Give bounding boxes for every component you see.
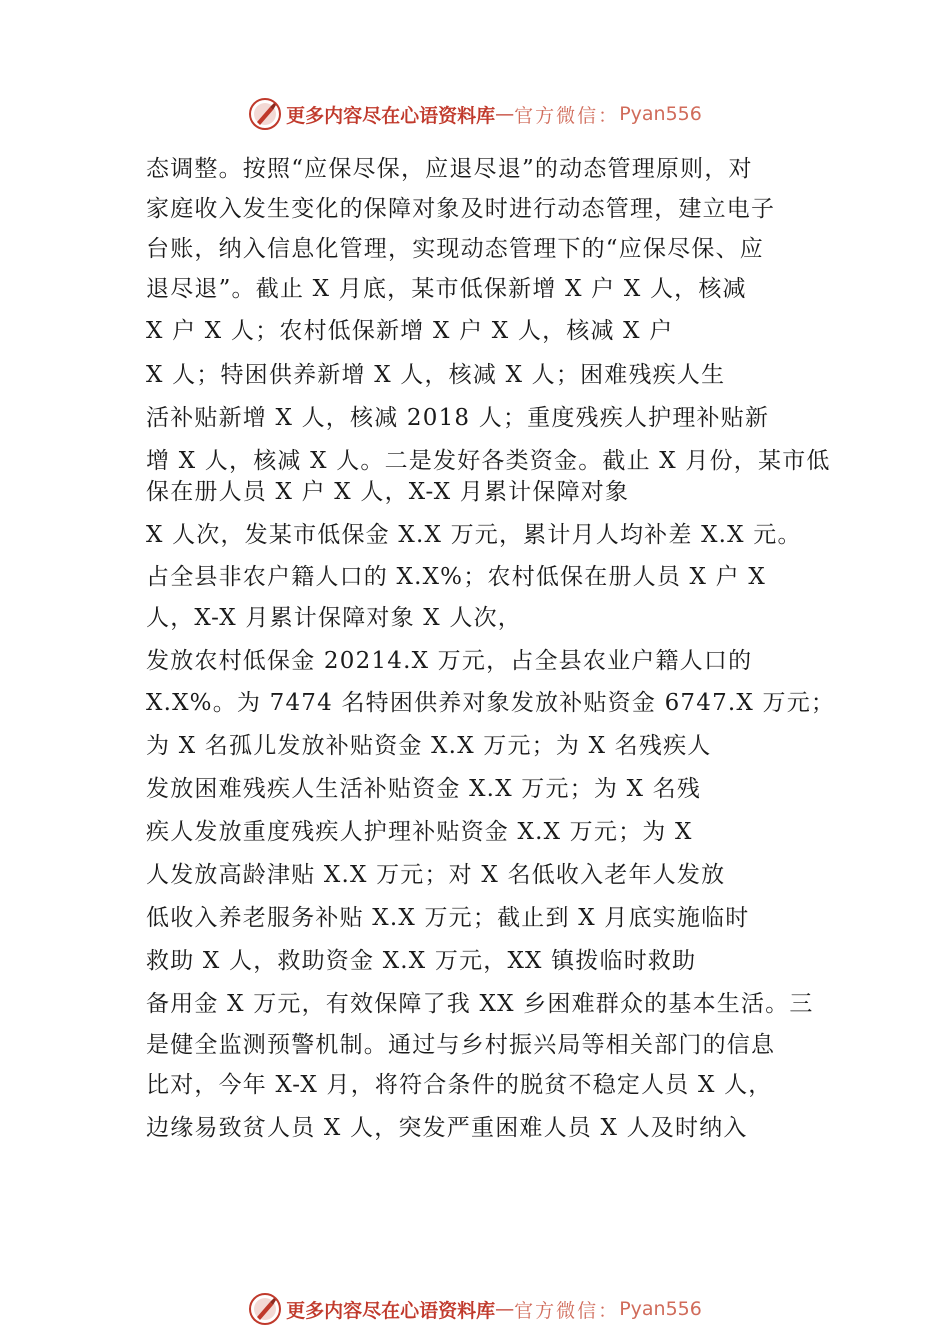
body-line-5: X 户 X 人；农村低保新增 X 户 X 人，核减 X 户: [146, 318, 674, 344]
body-line-8: 增 X 人，核减 X 人。二是发好各类资金。截止 X 月份，某市低: [146, 448, 831, 474]
pen-logo-icon: [248, 97, 282, 131]
body-line-6: X 人；特困供养新增 X 人，核减 X 人；困难残疾人生: [146, 362, 726, 388]
body-line-7: 活补贴新增 X 人，核减 2018 人；重度残疾人护理补贴新: [146, 405, 770, 431]
banner-main-text: 更多内容尽在心语资料库: [286, 1299, 496, 1322]
body-line-13: 发放农村低保金 20214.X 万元，占全县农业户籍人口的: [146, 648, 753, 674]
body-line-14: X.X%。为 7474 名特困供养对象发放补贴资金 6747.X 万元；: [146, 690, 836, 716]
body-line-18: 人发放高龄津贴 X.X 万元；对 X 名低收入老年人发放: [146, 862, 726, 888]
body-line-19: 低收入养老服务补贴 X.X 万元；截止到 X 月底实施临时: [146, 905, 750, 931]
banner-wechat-id: Pyan556: [619, 103, 702, 125]
body-line-4: 退尽退”。截止 X 月底，某市低保新增 X 户 X 人，核减: [146, 276, 747, 302]
banner-official-label: 官方微信：: [514, 104, 620, 127]
banner-official-label: 官方微信：: [514, 1299, 620, 1322]
body-line-16: 发放困难残疾人生活补贴资金 X.X 万元；为 X 名残: [146, 776, 702, 802]
body-line-2: 家庭收入发生变化的保障对象及时进行动态管理，建立电子: [146, 196, 776, 222]
body-line-21: 备用金 X 万元，有效保障了我 XX 乡困难群众的基本生活。三: [146, 991, 814, 1017]
body-line-23: 比对，今年 X-X 月，将符合条件的脱贫不稳定人员 X 人，: [146, 1072, 773, 1098]
body-line-11: 占全县非农户籍人口的 X.X%；农村低保在册人员 X 户 X: [146, 564, 766, 590]
body-line-20: 救助 X 人，救助资金 X.X 万元，XX 镇拨临时救助: [146, 948, 697, 974]
banner-dash: —: [495, 1298, 515, 1320]
body-line-24: 边缘易致贫人员 X 人，突发严重困难人员 X 人及时纳入: [146, 1115, 748, 1141]
banner-dash: —: [495, 103, 515, 125]
body-line-9: 保在册人员 X 户 X 人，X-X 月累计保障对象: [146, 479, 630, 505]
banner-wechat-id: Pyan556: [619, 1298, 702, 1320]
body-line-17: 疾人发放重度残疾人护理补贴资金 X.X 万元；为 X: [146, 819, 693, 845]
footer-banner: [0, 1289, 950, 1329]
pen-logo-icon: [248, 1292, 282, 1326]
header-banner: [0, 94, 950, 134]
body-line-3: 台账，纳入信息化管理，实现动态管理下的“应保尽保、应: [146, 236, 764, 262]
body-line-15: 为 X 名孤儿发放补贴资金 X.X 万元；为 X 名残疾人: [146, 733, 712, 759]
body-line-1: 态调整。按照“应保尽保，应退尽退”的动态管理原则，对: [146, 156, 753, 182]
body-line-10: X 人次，发某市低保金 X.X 万元，累计月人均补差 X.X 元。: [146, 522, 802, 548]
body-line-12: 人，X-X 月累计保障对象 X 人次，: [146, 605, 522, 631]
banner-main-text: 更多内容尽在心语资料库: [286, 104, 496, 127]
body-line-22: 是健全监测预警机制。通过与乡村振兴局等相关部门的信息: [146, 1032, 776, 1058]
